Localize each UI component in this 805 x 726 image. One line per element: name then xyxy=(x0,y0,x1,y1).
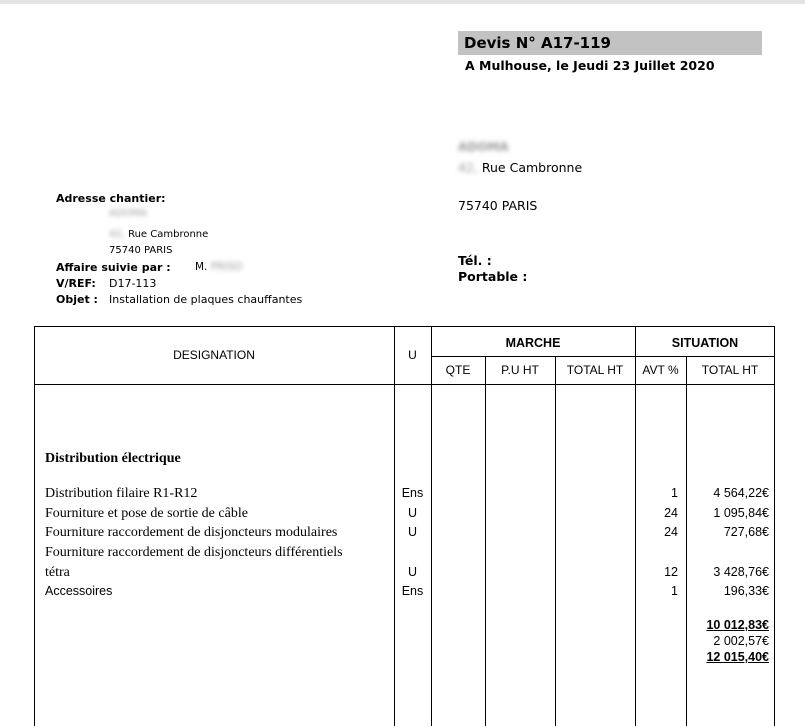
row-unit: U xyxy=(407,565,418,579)
row-total: 3 428,76€ xyxy=(713,565,769,579)
header-avt: AVT % xyxy=(642,363,679,377)
row-designation: Accessoires xyxy=(45,584,113,598)
chantier-street-name: Rue Cambronne xyxy=(128,229,209,240)
chantier-name: ADOMA xyxy=(109,208,147,219)
row-avt: 12 xyxy=(664,565,678,579)
table-top-border xyxy=(34,326,775,327)
header-designation: DESIGNATION xyxy=(173,348,255,362)
row-total: 4 564,22€ xyxy=(713,486,769,500)
col-divider-marche xyxy=(431,326,432,726)
chantier-label: Adresse chantier: xyxy=(56,192,166,205)
row-total: 1 095,84€ xyxy=(713,506,769,520)
col-divider-total-marche xyxy=(555,357,556,726)
chantier-city: 75740 PARIS xyxy=(109,245,173,256)
header-total-ht-marche: TOTAL HT xyxy=(566,363,624,377)
row-unit: Ens xyxy=(401,486,424,500)
row-avt: 24 xyxy=(664,525,678,539)
section-title: Distribution électrique xyxy=(45,451,181,466)
client-city: 75740 PARIS xyxy=(458,198,538,213)
row-designation: Fourniture et pose de sortie de câble xyxy=(45,506,248,521)
row-designation: Fourniture raccordement de disjoncteurs différentiels xyxy=(45,545,343,560)
vref-value: D17-113 xyxy=(109,277,157,290)
subtotal-ht: 10 012,83€ xyxy=(706,618,769,632)
tel-label: Tél. : xyxy=(458,253,492,268)
row-designation: Distribution filaire R1-R12 xyxy=(45,486,198,501)
row-unit: U xyxy=(407,506,418,520)
header-situation: SITUATION xyxy=(671,336,739,350)
client-street-number: 42, xyxy=(458,160,478,175)
header-unit: U xyxy=(408,348,417,362)
row-avt: 1 xyxy=(671,584,678,598)
chantier-street xyxy=(109,229,208,240)
affaire-name: PRISO xyxy=(210,261,243,273)
client-name: ADOMA xyxy=(458,140,509,154)
table-left-border xyxy=(34,326,35,726)
affaire-value xyxy=(195,261,242,273)
row-unit: U xyxy=(407,525,418,539)
quote-table xyxy=(34,326,775,726)
objet-label: Objet : xyxy=(56,293,98,306)
portable-label: Portable : xyxy=(458,269,528,284)
date-line: A Mulhouse, le Jeudi 23 Juillet 2020 xyxy=(465,58,715,73)
total-ttc: 12 015,40€ xyxy=(706,650,769,664)
header-pu-ht: P.U HT xyxy=(501,363,539,377)
subheader-divider xyxy=(431,356,775,357)
header-total-ht-situation: TOTAL HT xyxy=(701,363,759,377)
affaire-label: Affaire suivie par : xyxy=(56,261,171,274)
vref-label: V/REF: xyxy=(56,277,96,290)
row-designation-line2: tétra xyxy=(45,565,70,580)
affaire-title: M. xyxy=(195,261,208,273)
devis-title: Devis N° A17-119 xyxy=(458,31,762,55)
chantier-street-number: 42, xyxy=(109,229,125,240)
row-total: 196,33€ xyxy=(723,584,769,598)
affaire-line xyxy=(56,261,171,274)
top-border xyxy=(0,0,805,4)
table-right-border xyxy=(774,326,775,726)
header-bottom-border xyxy=(34,384,775,385)
row-avt: 1 xyxy=(671,486,678,500)
row-designation: Fourniture raccordement de disjoncteurs modulaires xyxy=(45,525,338,540)
col-divider-total-situation xyxy=(686,357,687,726)
header-marche: MARCHE xyxy=(505,336,561,350)
tva-amount: 2 002,57€ xyxy=(713,634,769,648)
row-unit: Ens xyxy=(401,584,424,598)
objet-value: Installation de plaques chauffantes xyxy=(109,293,303,306)
client-street xyxy=(458,160,582,175)
row-avt: 24 xyxy=(664,506,678,520)
client-street-name: Rue Cambronne xyxy=(481,160,583,175)
row-total: 727,68€ xyxy=(723,525,769,539)
col-divider-pu xyxy=(485,357,486,726)
header-qte: QTE xyxy=(445,363,471,377)
